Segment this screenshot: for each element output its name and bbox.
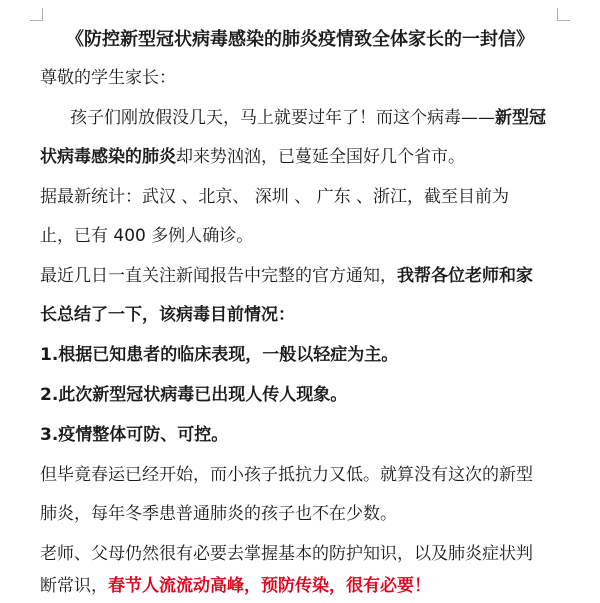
p1-text-1: 孩子们刚放假没几天，马上就要过年了！而这个病毒—— bbox=[70, 108, 495, 128]
point-2: 2.此次新型冠状病毒已出现人传人现象。 bbox=[40, 385, 348, 405]
paragraph-3-line-1 bbox=[0, 262, 600, 290]
paragraph-1-line-1 bbox=[0, 104, 600, 132]
page-corner-mark-right bbox=[557, 8, 570, 21]
paragraph-5-line-1: 老师、父母仍然很有必要去掌握基本的防护知识，以及肺炎症状判 bbox=[40, 544, 533, 564]
paragraph-2-line-2: 止，已有 400 多例人确诊。 bbox=[40, 226, 254, 246]
p1-bold-1: 新型冠 bbox=[495, 108, 546, 128]
point-3: 3.疫情整体可防、可控。 bbox=[40, 425, 229, 445]
paragraph-3-line-2: 长总结了一下，该病毒目前情况： bbox=[40, 305, 295, 325]
point-1: 1.根据已知患者的临床表现，一般以轻症为主。 bbox=[40, 345, 399, 365]
paragraph-1-line-2 bbox=[0, 143, 600, 171]
paragraph-5-line-2 bbox=[0, 572, 600, 600]
p3-bold-1: 我帮各位老师和家 bbox=[397, 266, 533, 286]
greeting: 尊敬的学生家长： bbox=[40, 68, 176, 88]
p5-text-1: 断常识， bbox=[40, 576, 108, 596]
paragraph-4-line-1: 但毕竟春运已经开始，而小孩子抵抗力又低。就算没有这次的新型 bbox=[40, 465, 533, 485]
paragraph-2-line-1: 据最新统计：武汉 、北京、 深圳 、 广东 、浙江，截至目前为 bbox=[40, 187, 510, 207]
p3-text-1: 最近几日一直关注新闻报告中完整的官方通知， bbox=[40, 266, 397, 286]
p1-text-2: 却来势汹汹，已蔓延全国好几个省市。 bbox=[176, 147, 465, 167]
paragraph-4-line-2: 肺炎，每年冬季患普通肺炎的孩子也不在少数。 bbox=[40, 504, 397, 524]
p5-highlight: 春节人流流动高峰，预防传染，很有必要！ bbox=[108, 576, 431, 596]
p1-bold-2: 状病毒感染的肺炎 bbox=[40, 147, 176, 167]
letter-title: 《防控新型冠状病毒感染的肺炎疫情致全体家长的一封信》 bbox=[66, 29, 534, 50]
page-corner-mark-left bbox=[30, 8, 43, 21]
